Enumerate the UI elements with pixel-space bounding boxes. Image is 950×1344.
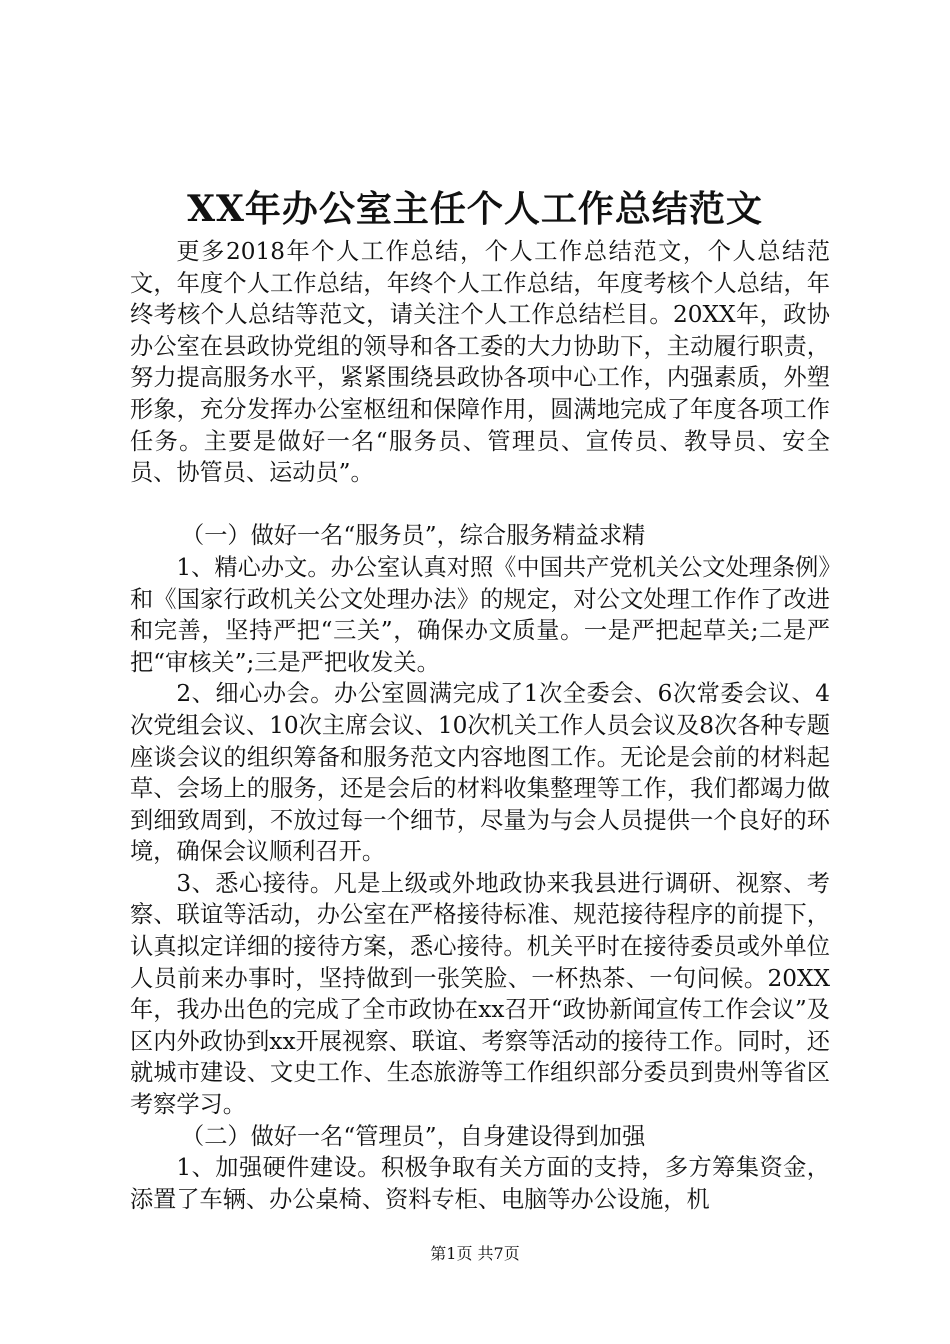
document-title: XX年办公室主任个人工作总结范文 — [187, 188, 763, 230]
paragraph-item-2: 2、细心办会。办公室圆满完成了1次全委会、6次常委会议、4次党组会议、10次主席会议、10次机关工作人员会议及8次各种专题座谈会议的组织筹备和服务范文内容地图工作。无论是会前的材料起草、会场上的服务，还是会后的材料收集整理等工作，我们都竭力做到细致周到，不放过每一个细节，尽量为与会人员提供一个良好的环境，确保会议顺利召开。 — [130, 680, 830, 866]
intro-paragraph: 更多2018年个人工作总结，个人工作总结范文，个人总结范文，年度个人工作总结，年终个人工作总结，年度考核个人总结，年终考核个人总结等范文，请关注个人工作总结栏目。20XX年，政协办公室在县政协党组的领导和各工委的大力协助下，主动履行职责，努力提高服务水平，紧紧围绕县政协各项中心工作，内强素质，外塑形象，充分发挥办公室枢纽和保障作用，圆满地完成了年度各项工作任务。主要是做好一名“服务员、管理员、宣传员、教导员、安全员、协管员、运动员”。 — [130, 238, 830, 487]
section-heading-1: （一）做好一名“服务员”，综合服务精益求精 — [181, 522, 646, 550]
paragraph-item-1: 1、精心办文。办公室认真对照《中国共产党机关公文处理条例》和《国家行政机关公文处理办法》的规定，对公文处理工作作了改进和完善，坚持严把“三关”，确保办文质量。一是严把起草关;二是严把“审核关”;三是严把收发关。 — [130, 553, 830, 676]
paragraph-item-3: 3、悉心接待。凡是上级或外地政协来我县进行调研、视察、考察、联谊等活动，办公室在严格接待标准、规范接待程序的前提下，认真拟定详细的接待方案，悉心接待。机关平时在接待委员或外单位人员前来办事时，坚持做到一张笑脸、一杯热茶、一句问候。20XX年，我办出色的完成了全市政协在xx召开“政协新闻宣传工作会议”及区内外政协到xx开展视察、联谊、考察等活动的接待工作。同时，还就城市建设、文史工作、生态旅游等工作组织部分委员到贵州等省区考察学习。 — [130, 869, 830, 1119]
paragraph-item-4: 1、加强硬件建设。积极争取有关方面的支持，多方筹集资金，添置了车辆、办公桌椅、资料专柜、电脑等办公设施，机 — [130, 1154, 830, 1213]
document-body — [130, 236, 830, 1215]
section-heading-2: （二）做好一名“管理员”，自身建设得到加强 — [181, 1122, 646, 1150]
paragraph-gap — [130, 489, 830, 521]
page-footer: 第1页 共7页 — [430, 1244, 520, 1263]
